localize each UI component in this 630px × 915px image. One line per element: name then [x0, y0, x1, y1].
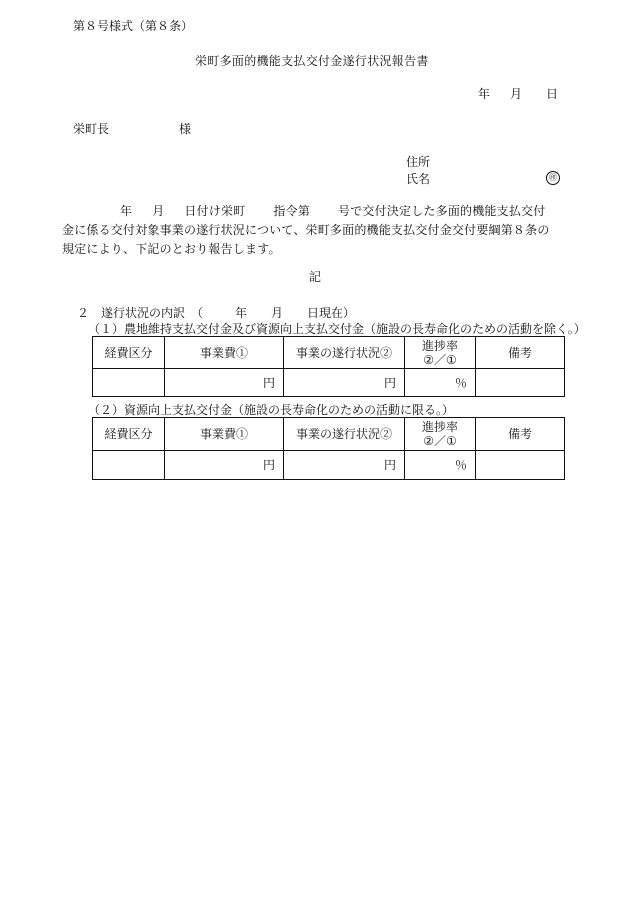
addressee-honorific: 様 — [179, 122, 192, 136]
table-1-caption: （１）農地維持支払交付金及び資源向上支払交付金（施設の長寿命化のための活動を除く。） — [88, 322, 586, 336]
table-2-progress-label: 進捗率 — [421, 420, 458, 434]
table-2-header-status: 事業の遂行状況② — [284, 418, 405, 451]
body-line-3: 規定により、下記のとおり報告します。 — [62, 242, 281, 256]
table-1-cell-cost[interactable]: 円 — [165, 369, 284, 397]
body-line-2: 金に係る交付対象事業の遂行状況について、栄町多面的機能支払交付金交付要綱第８条の — [62, 223, 550, 237]
table-2-header-progress — [405, 418, 476, 451]
table-1 — [92, 336, 565, 397]
table-1-header-row — [93, 337, 565, 369]
table-row — [93, 451, 565, 480]
name-label: 氏名 — [406, 172, 431, 186]
table-2-header-cost: 事業費① — [165, 418, 284, 451]
report-date — [478, 87, 558, 101]
table-1-header-status: 事業の遂行状況② — [284, 337, 405, 369]
table-1-header-progress — [405, 337, 476, 369]
section-2-month: 月 — [271, 306, 284, 320]
body-p1: 日付け栄町 — [184, 204, 246, 218]
date-year: 年 — [477, 87, 490, 101]
body-month: 月 — [152, 204, 165, 218]
section-2-heading — [77, 306, 355, 320]
table-1-progress-label: 進捗率 — [421, 338, 458, 353]
table-2-cell-cost[interactable]: 円 — [165, 451, 284, 480]
section-2-label: ２ 遂行状況の内訳 （ — [77, 306, 204, 320]
form-number: 第８号様式（第８条） — [73, 19, 194, 33]
table-2 — [92, 417, 565, 480]
report-body — [62, 202, 574, 259]
addressee — [73, 122, 191, 136]
table-1-header-cost: 事業費① — [165, 337, 284, 369]
table-2-header-category: 経費区分 — [93, 418, 165, 451]
section-2-date-suffix: 日現在） — [307, 306, 356, 320]
date-day: 日 — [545, 87, 558, 101]
date-month: 月 — [509, 87, 522, 101]
body-p2: 指令第 — [273, 204, 311, 218]
table-2-progress-formula: ②／① — [423, 434, 457, 448]
body-p3: 号で交付決定した多面的機能支払交付 — [338, 204, 546, 218]
body-year: 年 — [120, 204, 133, 218]
table-2-cell-progress[interactable]: ％ — [405, 451, 476, 480]
section-2-year: 年 — [235, 306, 248, 320]
addressee-name: 栄町長 — [73, 122, 110, 136]
table-row — [93, 369, 565, 397]
page-title: 栄町多面的機能支払交付金遂行状況報告書 — [195, 54, 429, 68]
seal-mark: ㊞ — [546, 171, 560, 185]
table-2-header-row — [93, 418, 565, 451]
table-1-cell-remarks[interactable] — [476, 369, 565, 397]
table-2-cell-status[interactable]: 円 — [284, 451, 405, 480]
table-1-cell-status[interactable]: 円 — [284, 369, 405, 397]
table-1-header-remarks: 備考 — [476, 337, 565, 369]
table-2-caption: （２）資源向上支払交付金（施設の長寿命化のための活動に限る。） — [88, 403, 455, 417]
note-heading: 記 — [309, 270, 322, 284]
table-1-cell-progress[interactable]: ％ — [405, 369, 476, 397]
table-1-progress-formula: ②／① — [423, 352, 457, 367]
table-2-cell-remarks[interactable] — [476, 451, 565, 480]
table-1-cell-category[interactable] — [93, 369, 165, 397]
address-label: 住所 — [406, 155, 431, 169]
table-2-cell-category[interactable] — [93, 451, 165, 480]
table-1-header-category: 経費区分 — [93, 337, 165, 369]
body-line-1 — [62, 202, 574, 221]
table-2-header-remarks: 備考 — [476, 418, 565, 451]
